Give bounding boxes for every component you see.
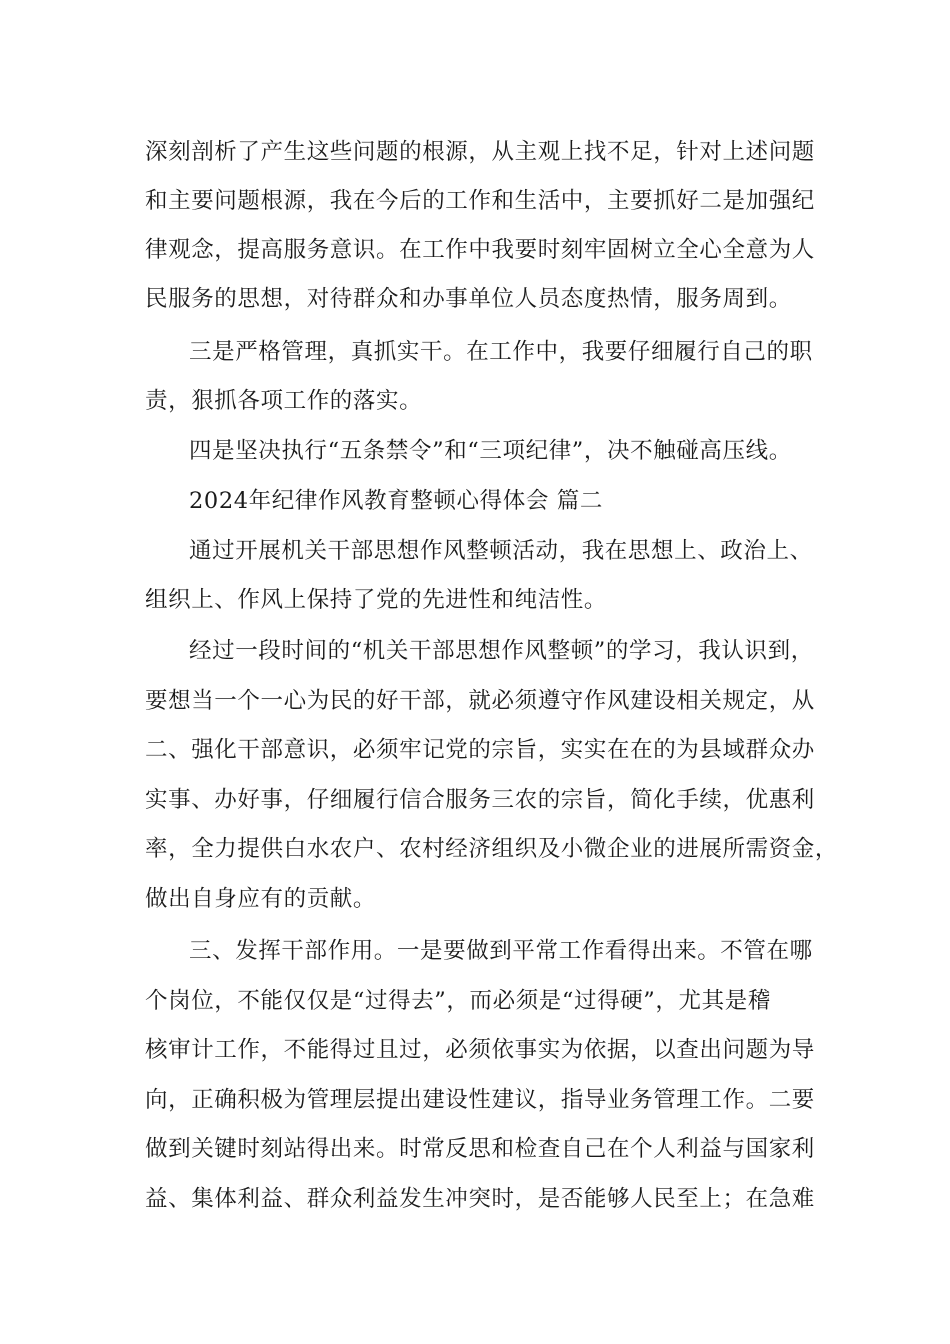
text-line: 率，全力提供白水农户、农村经济组织及小微企业的进展所需资金， — [145, 836, 839, 862]
paragraph-start-line: 通过开展机关干部思想作风整顿活动，我在思想上、政治上、 — [189, 538, 813, 564]
paragraph-start-line: 经过一段时间的“机关干部思想作风整顿”的学习，我认识到， — [189, 638, 814, 664]
text-line: 实事、办好事，仔细履行信合服务三农的宗旨，简化手续，优惠利 — [145, 787, 815, 813]
text-line: 做出自身应有的贡献。 — [145, 886, 377, 912]
text-line: 民服务的思想，对待群众和办事单位人员态度热情，服务周到。 — [145, 286, 792, 312]
paragraph-start-line: 三、发挥干部作用。一是要做到平常工作看得出来。不管在哪 — [189, 938, 813, 964]
section-heading: 2024年纪律作风教育整顿心得体会 篇二 — [189, 488, 603, 514]
text-line: 二、强化干部意识，必须牢记党的宗旨，实实在在的为县域群众办 — [145, 737, 815, 763]
text-line: 核审计工作，不能得过且过，必须依事实为依据，以查出问题为导 — [145, 1037, 815, 1063]
text-line: 和主要问题根源，我在今后的工作和生活中，主要抓好二是加强纪 — [145, 188, 815, 214]
text-line: 律观念，提高服务意识。在工作中我要时刻牢固树立全心全意为人 — [145, 237, 815, 263]
paragraph-start-line: 四是坚决执行“五条禁令”和“三项纪律”，决不触碰高压线。 — [189, 438, 792, 464]
text-line: 做到关键时刻站得出来。时常反思和检查自己在个人利益与国家利 — [145, 1136, 815, 1162]
text-line: 深刻剖析了产生这些问题的根源，从主观上找不足，针对上述问题 — [145, 139, 815, 165]
text-line: 要想当一个一心为民的好干部，就必须遵守作风建设相关规定，从 — [145, 688, 815, 714]
paragraph-start-line: 三是严格管理，真抓实干。在工作中，我要仔细履行自己的职 — [189, 339, 813, 365]
text-line: 益、集体利益、群众利益发生冲突时，是否能够人民至上；在急难 — [145, 1186, 815, 1212]
text-line: 个岗位，不能仅仅是“过得去”，而必须是“过得硬”，尤其是稽 — [145, 988, 771, 1014]
text-line: 责，狠抓各项工作的落实。 — [145, 388, 423, 414]
text-line: 向，正确积极为管理层提出建设性建议，指导业务管理工作。二要 — [145, 1087, 815, 1113]
text-line: 组织上、作风上保持了党的先进性和纯洁性。 — [145, 587, 608, 613]
